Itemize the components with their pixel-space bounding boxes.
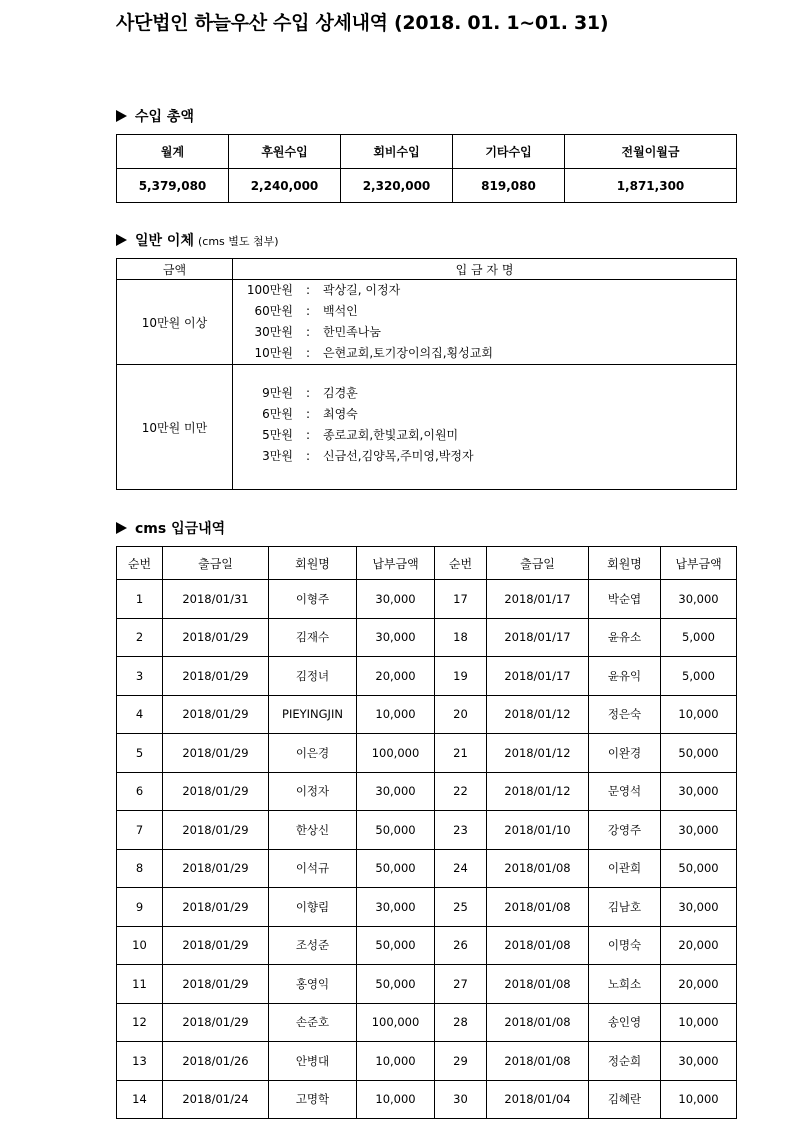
cms-header-cell: 납부금액 (357, 547, 435, 580)
table-cell: 22 (435, 772, 487, 811)
table-row (117, 618, 737, 657)
table-cell: 2018/01/12 (487, 772, 589, 811)
table-cell: 2018/01/29 (163, 926, 269, 965)
table-cell: 2018/01/08 (487, 926, 589, 965)
table-cell: 정은숙 (589, 695, 661, 734)
table-cell: 윤유익 (589, 657, 661, 696)
table-cell: 이정자 (269, 772, 357, 811)
transfer-line: 60만원 : 백석인 (243, 301, 736, 322)
table-row (117, 734, 737, 773)
table-cell: 10,000 (661, 1003, 737, 1042)
table-cell: 4 (117, 695, 163, 734)
table-cell: 11 (117, 965, 163, 1004)
table-cell: 2018/01/08 (487, 849, 589, 888)
table-cell: 5 (117, 734, 163, 773)
table-cell: 50,000 (357, 926, 435, 965)
summary-header-cell: 회비수입 (341, 135, 453, 169)
table-cell: 2018/01/24 (163, 1080, 269, 1119)
table-cell: 20,000 (661, 926, 737, 965)
transfer-group-label: 10만원 미만 (117, 365, 233, 490)
table-cell: 20 (435, 695, 487, 734)
table-row (117, 657, 737, 696)
transfer-header-row (117, 259, 737, 280)
table-cell: 이석규 (269, 849, 357, 888)
table-cell: 안병대 (269, 1042, 357, 1081)
transfer-line: 6만원 : 최영숙 (243, 404, 736, 425)
transfer-header-names: 입 금 자 명 (233, 259, 737, 280)
cms-table-body (117, 580, 737, 1119)
table-cell: 100,000 (357, 1003, 435, 1042)
table-cell: 30,000 (357, 580, 435, 619)
table-row (117, 695, 737, 734)
table-cell: 1 (117, 580, 163, 619)
table-cell: 2018/01/29 (163, 657, 269, 696)
table-row (117, 772, 737, 811)
table-cell: 20,000 (357, 657, 435, 696)
table-cell: 2018/01/29 (163, 888, 269, 927)
table-cell: 2018/01/29 (163, 965, 269, 1004)
table-cell: 20,000 (661, 965, 737, 1004)
table-cell: PIEYINGJIN (269, 695, 357, 734)
cms-header-cell: 회원명 (589, 547, 661, 580)
transfer-names: 한민족나눔 (323, 325, 381, 339)
table-cell: 윤유소 (589, 618, 661, 657)
table-cell: 30,000 (357, 888, 435, 927)
table-cell: 2018/01/29 (163, 1003, 269, 1042)
table-row (117, 580, 737, 619)
table-row (117, 1042, 737, 1081)
transfer-group-label: 10만원 이상 (117, 280, 233, 365)
table-cell: 김혜란 (589, 1080, 661, 1119)
table-cell: 27 (435, 965, 487, 1004)
cms-header-cell: 순번 (117, 547, 163, 580)
table-cell: 5,000 (661, 657, 737, 696)
cms-header-cell: 출금일 (163, 547, 269, 580)
table-cell: 조성준 (269, 926, 357, 965)
table-cell: 6 (117, 772, 163, 811)
table-row (117, 849, 737, 888)
transfer-names: 최영숙 (323, 407, 358, 421)
cms-header-row (117, 547, 737, 580)
triangle-bullet-icon (116, 522, 127, 534)
page-title: 사단법인 하늘우산 수입 상세내역 (2018. 01. 1~01. 31) (116, 12, 609, 34)
table-cell: 2018/01/08 (487, 965, 589, 1004)
summary-header-cell: 기타수입 (453, 135, 565, 169)
cms-header-cell: 순번 (435, 547, 487, 580)
transfer-names: 종로교회,한빛교회,이원미 (323, 428, 459, 442)
transfer-group-names (233, 365, 737, 490)
table-cell: 2018/01/12 (487, 695, 589, 734)
table-cell: 30,000 (661, 1042, 737, 1081)
table-cell: 9 (117, 888, 163, 927)
table-cell: 이향림 (269, 888, 357, 927)
triangle-bullet-icon (116, 110, 127, 122)
table-cell: 박순엽 (589, 580, 661, 619)
table-cell: 10,000 (661, 1080, 737, 1119)
table-cell: 손준호 (269, 1003, 357, 1042)
table-cell: 2018/01/26 (163, 1042, 269, 1081)
transfer-heading-text: 일반 이체 (135, 233, 194, 249)
table-cell: 29 (435, 1042, 487, 1081)
table-cell: 28 (435, 1003, 487, 1042)
table-cell: 김재수 (269, 618, 357, 657)
table-cell: 이명숙 (589, 926, 661, 965)
table-cell: 2018/01/17 (487, 580, 589, 619)
transfer-amount: 6만원 (262, 407, 293, 421)
table-cell: 5,000 (661, 618, 737, 657)
table-cell: 10,000 (357, 1042, 435, 1081)
transfer-names: 신금선,김양목,주미영,박정자 (323, 449, 474, 463)
table-cell: 14 (117, 1080, 163, 1119)
table-cell: 한상신 (269, 811, 357, 850)
table-cell: 23 (435, 811, 487, 850)
table-cell: 18 (435, 618, 487, 657)
table-cell: 17 (435, 580, 487, 619)
table-cell: 홍영익 (269, 965, 357, 1004)
transfer-header-amount: 금액 (117, 259, 233, 280)
summary-header-cell: 월계 (117, 135, 229, 169)
triangle-bullet-icon (116, 234, 127, 246)
table-cell: 2018/01/29 (163, 849, 269, 888)
table-cell: 10,000 (357, 1080, 435, 1119)
transfer-names: 김경훈 (323, 386, 358, 400)
table-cell: 2018/01/29 (163, 772, 269, 811)
table-cell: 26 (435, 926, 487, 965)
cms-header-cell: 출금일 (487, 547, 589, 580)
summary-heading (116, 106, 194, 126)
table-row (117, 1003, 737, 1042)
table-cell: 2018/01/17 (487, 657, 589, 696)
table-cell: 2018/01/04 (487, 1080, 589, 1119)
table-cell: 50,000 (357, 849, 435, 888)
table-cell: 50,000 (357, 965, 435, 1004)
table-row (117, 811, 737, 850)
table-cell: 2018/01/29 (163, 811, 269, 850)
cms-deposit-table (116, 546, 737, 1119)
table-cell: 송인영 (589, 1003, 661, 1042)
table-cell: 30,000 (661, 811, 737, 850)
table-cell: 김정녀 (269, 657, 357, 696)
table-cell: 문영석 (589, 772, 661, 811)
table-cell: 이완경 (589, 734, 661, 773)
summary-value-cell: 1,871,300 (565, 169, 737, 203)
summary-header-cell: 후원수입 (229, 135, 341, 169)
summary-header-row (117, 135, 737, 169)
table-cell: 2018/01/08 (487, 888, 589, 927)
table-cell: 2018/01/31 (163, 580, 269, 619)
transfer-amount: 10만원 (254, 346, 293, 360)
table-cell: 25 (435, 888, 487, 927)
summary-value-cell: 5,379,080 (117, 169, 229, 203)
cms-heading (116, 518, 225, 538)
transfer-line: 9만원 : 김경훈 (243, 383, 736, 404)
transfer-heading (116, 230, 279, 250)
table-cell: 10,000 (357, 695, 435, 734)
transfer-amount: 5만원 (262, 428, 293, 442)
table-cell: 2018/01/10 (487, 811, 589, 850)
table-cell: 30,000 (357, 618, 435, 657)
summary-value-cell: 819,080 (453, 169, 565, 203)
table-cell: 2 (117, 618, 163, 657)
transfer-amount: 3만원 (262, 449, 293, 463)
summary-header-cell: 전월이월금 (565, 135, 737, 169)
table-cell: 12 (117, 1003, 163, 1042)
transfer-line: 3만원 : 신금선,김양목,주미영,박정자 (243, 446, 736, 467)
table-cell: 30,000 (661, 888, 737, 927)
table-cell: 30,000 (357, 772, 435, 811)
general-transfer-table (116, 258, 737, 490)
income-summary-table (116, 134, 737, 203)
cms-heading-text: cms 입금내역 (135, 521, 226, 537)
summary-value-cell: 2,240,000 (229, 169, 341, 203)
transfer-group-names (233, 280, 737, 365)
table-cell: 3 (117, 657, 163, 696)
transfer-group-row (117, 365, 737, 490)
table-cell: 30 (435, 1080, 487, 1119)
table-cell: 이관희 (589, 849, 661, 888)
table-row (117, 1080, 737, 1119)
table-cell: 정순희 (589, 1042, 661, 1081)
table-cell: 이은경 (269, 734, 357, 773)
table-cell: 50,000 (661, 734, 737, 773)
table-cell: 21 (435, 734, 487, 773)
table-cell: 10,000 (661, 695, 737, 734)
table-cell: 강영주 (589, 811, 661, 850)
table-cell: 2018/01/08 (487, 1042, 589, 1081)
transfer-names: 은현교회,토기장이의집,횡성교회 (323, 346, 493, 360)
table-cell: 2018/01/08 (487, 1003, 589, 1042)
table-cell: 30,000 (661, 772, 737, 811)
transfer-line: 30만원 : 한민족나눔 (243, 322, 736, 343)
transfer-names: 백석인 (323, 304, 358, 318)
table-cell: 50,000 (661, 849, 737, 888)
table-cell: 24 (435, 849, 487, 888)
table-cell: 이형주 (269, 580, 357, 619)
cms-header-cell: 납부금액 (661, 547, 737, 580)
table-row (117, 888, 737, 927)
table-cell: 10 (117, 926, 163, 965)
table-cell: 2018/01/29 (163, 734, 269, 773)
summary-value-cell: 2,320,000 (341, 169, 453, 203)
transfer-group-row (117, 280, 737, 365)
table-cell: 2018/01/12 (487, 734, 589, 773)
table-cell: 2018/01/17 (487, 618, 589, 657)
table-cell: 50,000 (357, 811, 435, 850)
table-cell: 13 (117, 1042, 163, 1081)
transfer-amount: 9만원 (262, 386, 293, 400)
summary-value-row (117, 169, 737, 203)
transfer-line: 10만원 : 은현교회,토기장이의집,횡성교회 (243, 343, 736, 364)
table-cell: 100,000 (357, 734, 435, 773)
table-cell: 30,000 (661, 580, 737, 619)
table-row (117, 965, 737, 1004)
transfer-names: 곽상길, 이정자 (323, 283, 401, 297)
summary-heading-text: 수입 총액 (135, 109, 194, 125)
table-cell: 김남호 (589, 888, 661, 927)
cms-header-cell: 회원명 (269, 547, 357, 580)
transfer-amount: 100만원 (246, 283, 293, 297)
transfer-note: (cms 별도 첨부) (197, 235, 279, 248)
table-cell: 고명학 (269, 1080, 357, 1119)
transfer-amount: 60만원 (254, 304, 293, 318)
transfer-amount: 30만원 (254, 325, 293, 339)
transfer-line: 5만원 : 종로교회,한빛교회,이원미 (243, 425, 736, 446)
table-cell: 7 (117, 811, 163, 850)
transfer-line: 100만원 : 곽상길, 이정자 (243, 280, 736, 301)
table-cell: 2018/01/29 (163, 695, 269, 734)
table-cell: 8 (117, 849, 163, 888)
table-cell: 2018/01/29 (163, 618, 269, 657)
table-cell: 노희소 (589, 965, 661, 1004)
table-row (117, 926, 737, 965)
table-cell: 19 (435, 657, 487, 696)
